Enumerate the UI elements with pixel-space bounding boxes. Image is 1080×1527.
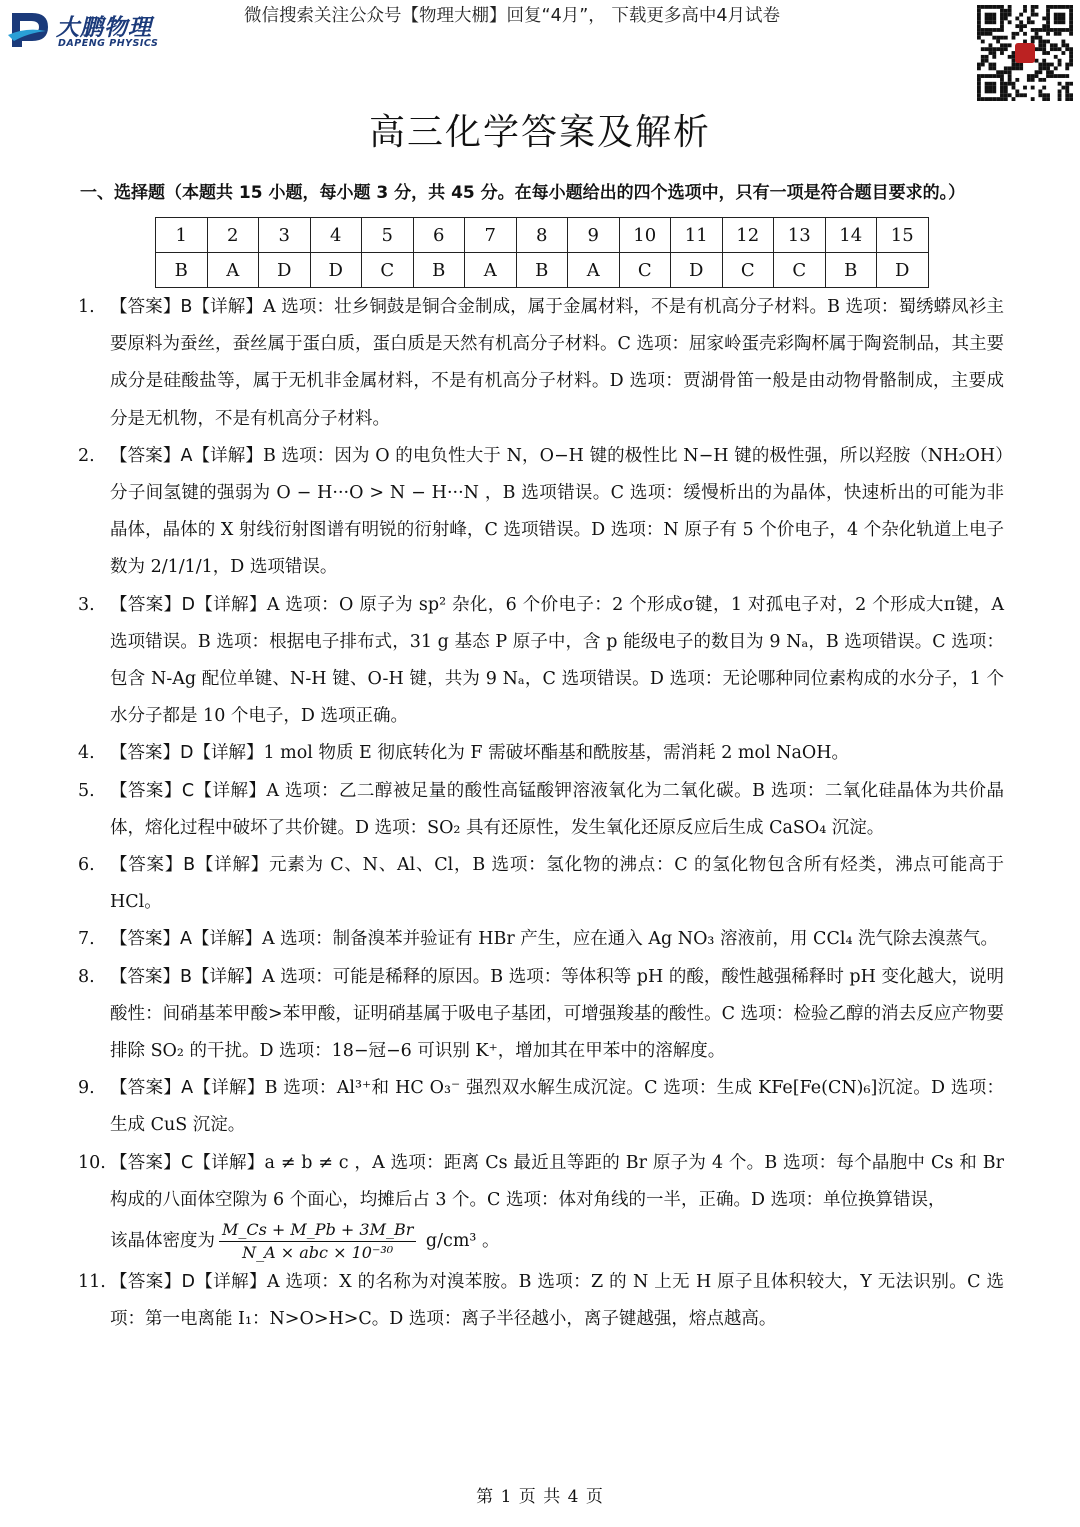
question-number-cell: 12 [722, 218, 774, 253]
question-number-cell: 2 [207, 218, 259, 253]
explanation-text: A 选项：壮乡铜鼓是铜合金制成，属于金属材料，不是有机高分子材料。B 选项：蜀绣蟒凤衫主要原料为蚕丝，蚕丝属于蛋白质，蛋白质是天然有机高分子材料。C 选项：屈家岭蛋壳彩陶杯属于陶瓷制品，其主要成分是硅酸盐等，属于无机非金属材料，不是有机高分子材料。D 选项：贾湖骨笛一般是由动物骨骼制成，主要成分是无机物，不是有机高分子材料。 [110, 297, 1004, 429]
answer-tag: 【答案】A【详解】 [110, 1078, 265, 1099]
page-title: 高三化学答案及解析 [368, 112, 711, 153]
density-fraction [219, 1219, 416, 1264]
explanation-text: 元素为 C、N、Al、Cl，B 选项：氢化物的沸点：C 的氢化物包含所有烃类，沸点可能高于 HCl。 [110, 855, 1004, 913]
explanation-item [78, 587, 1004, 736]
explanation-text: A 选项：制备溴苯并验证有 HBr 产生，应在通入 Ag NO₃ 溶液前，用 CCl₄ 洗气除去溴蒸气。 [261, 929, 999, 950]
answer-tag: 【答案】D【详解】 [110, 594, 267, 615]
answer-tag: 【答案】A【详解】 [110, 445, 263, 466]
explanation-item [78, 1070, 1004, 1144]
answer-cell: C [362, 253, 414, 288]
question-number-cell: 3 [259, 218, 311, 253]
explanation-item [78, 438, 1004, 587]
fraction-numerator: M_Cs + M_Pb + 3M_Br [219, 1219, 416, 1242]
item-number: 5. [78, 780, 95, 801]
explanation-text: 1 mol 物质 E 彻底转化为 F 需破坏酯基和酰胺基，需消耗 2 mol NaOH。 [263, 743, 850, 764]
explanation-item [78, 921, 1004, 958]
item-number: 10. [78, 1152, 106, 1173]
formula-suffix: g/cm³ 。 [420, 1231, 500, 1252]
explanation-list [78, 289, 1004, 1338]
answer-cell: C [722, 253, 774, 288]
question-number-cell: 13 [774, 218, 826, 253]
item-number: 3. [78, 594, 95, 615]
answer-tag: 【答案】C【详解】 [110, 780, 267, 801]
page-footer: 第 1 页 共 4 页 [476, 1487, 604, 1507]
question-number-cell: 14 [825, 218, 877, 253]
question-number-cell: 10 [619, 218, 671, 253]
item-number: 8. [78, 966, 95, 987]
explanation-text: B 选项：Al³⁺和 HC O₃⁻ 强烈双水解生成沉淀。C 选项：生成 KFe[Fe(CN)₆]沉淀。D 选项：生成 CuS 沉淀。 [110, 1078, 1004, 1136]
question-number-cell: 5 [362, 218, 414, 253]
item-number: 9. [78, 1078, 95, 1099]
question-number-cell: 8 [516, 218, 568, 253]
question-number-cell: 11 [671, 218, 723, 253]
answer-cell: A [465, 253, 517, 288]
answer-tag: 【答案】B【详解】 [110, 855, 270, 876]
explanation-item [78, 735, 1004, 772]
brand-logo [6, 7, 186, 53]
fraction-denominator: N_A × abc × 10⁻³⁰ [242, 1243, 394, 1263]
explanation-item [78, 1264, 1004, 1338]
item-number: 1. [78, 297, 95, 317]
answer-table-number-row [156, 218, 929, 253]
promo-banner: 微信搜索关注公众号【物理大棚】回复“4月”， 下载更多高中4月试卷 [244, 6, 780, 26]
answer-cell: D [877, 253, 929, 288]
answer-cell: D [259, 253, 311, 288]
logo-chinese-text: 大鹏物理 [56, 15, 152, 41]
answer-cell: B [516, 253, 568, 288]
logo-english-text: DAPENG PHYSICS [58, 38, 159, 49]
answer-cell: C [619, 253, 671, 288]
answer-tag: 【答案】C【详解】 [110, 1152, 265, 1173]
answer-table [155, 217, 929, 288]
answer-cell: D [671, 253, 723, 288]
page-header [0, 0, 1080, 100]
explanation-text: A 选项：X 的名称为对溴苯胺。B 选项：Z 的 N 上无 H 原子且体积较大，Y 无法识别。C 选项：第一电离能 I₁：N>O>H>C。D 选项：离子半径越小，离子键越强，熔点越高。 [110, 1272, 1004, 1330]
explanation-item [78, 847, 1004, 921]
answer-cell: B [413, 253, 465, 288]
answer-cell: C [774, 253, 826, 288]
answer-tag: 【答案】B【详解】 [110, 297, 263, 317]
explanation-item [78, 773, 1004, 847]
answer-tag: 【答案】A【详解】 [110, 929, 262, 950]
formula-prefix: 该晶体密度为 [110, 1231, 215, 1252]
answer-tag: 【答案】B【详解】 [110, 966, 263, 987]
answer-cell: A [207, 253, 259, 288]
explanation-text: A 选项：乙二醇被足量的酸性高锰酸钾溶液氧化为二氧化碳。B 选项：二氧化硅晶体为共价晶体，熔化过程中破坏了共价键。D 选项：SO₂ 具有还原性，发生氧化还原反应后生成 CaSO₄ 沉淀。 [110, 780, 1005, 838]
answer-cell: D [310, 253, 362, 288]
answer-table-answer-row [156, 253, 929, 288]
section-heading: 一、选择题（本题共 15 小题，每小题 3 分，共 45 分。在每小题给出的四个选项中，只有一项是符合题目要求的。） [80, 183, 966, 203]
question-number-cell: 1 [156, 218, 208, 253]
item-number: 4. [78, 743, 95, 764]
explanation-item [78, 1145, 1004, 1264]
qr-code-icon [976, 5, 1074, 101]
question-number-cell: 15 [877, 218, 929, 253]
explanation-item [78, 959, 1004, 1071]
question-number-cell: 9 [568, 218, 620, 253]
item-number: 2. [78, 445, 95, 466]
item-number: 11. [78, 1272, 106, 1293]
answer-cell: B [825, 253, 877, 288]
explanation-text: a ≠ b ≠ c ，A 选项：距离 Cs 最近且等距的 Br 原子为 4 个。B 选项：每个晶胞中 Cs 和 Br 构成的八面体空隙为 6 个面心，均摊后占 3 个。C 选项：体对角线的一半，正确。D 选项：单位换算错误， [110, 1152, 1004, 1210]
item-number: 6. [78, 855, 95, 876]
answer-tag: 【答案】D【详解】 [110, 743, 264, 764]
answer-tag: 【答案】D【详解】 [110, 1272, 267, 1293]
explanation-text: A 选项：可能是稀释的原因。B 选项：等体积等 pH 的酸，酸性越强稀释时 pH 变化越大，说明酸性：间硝基苯甲酸>苯甲酸，证明硝基属于吸电子基团，可增强羧基的酸性。C 选项：检验乙醇的消去反应产物要排除 SO₂ 的干扰。D 选项：18−冠−6 可识别 K⁺，增加其在甲苯中的溶解度。 [110, 966, 1004, 1062]
explanation-text: A 选项：O 原子为 sp² 杂化，6 个价电子：2 个形成σ键，1 对孤电子对，2 个形成大π键，A 选项错误。B 选项：根据电子排布式，31 g 基态 P 原子中，含 p 能级电子的数目为 9 Nₐ，B 选项错误。C 选项：包含 N-Ag 配位单键、N-H 键、O-H 键，共为 9 Nₐ，C 选项错误。D 选项：无论哪种同位素构成的水分子，1 个水分子都是 10 个电子，D 选项正确。 [110, 594, 1004, 727]
dapeng-logo-icon [6, 7, 52, 53]
explanation-text: B 选项：因为 O 的电负性大于 N，O−H 键的极性比 N−H 键的极性强，所以羟胺（NH₂OH）分子间氢键的强弱为 O − H···O > N − H···N ，B 选项错误。C 选项：缓慢析出的为晶体，快速析出的可能为非晶体，晶体的 X 射线衍射图谱有明锐的衍射峰，C 选项错误。D 选项：N 原子有 5 个价电子，4 个杂化轨道上电子数为 2/1/1/1，D 选项错误。 [110, 445, 1004, 578]
question-number-cell: 6 [413, 218, 465, 253]
question-number-cell: 7 [465, 218, 517, 253]
answer-cell: A [568, 253, 620, 288]
question-number-cell: 4 [310, 218, 362, 253]
item-number: 7. [78, 929, 95, 950]
answer-cell: B [156, 253, 208, 288]
explanation-item [78, 289, 1004, 438]
